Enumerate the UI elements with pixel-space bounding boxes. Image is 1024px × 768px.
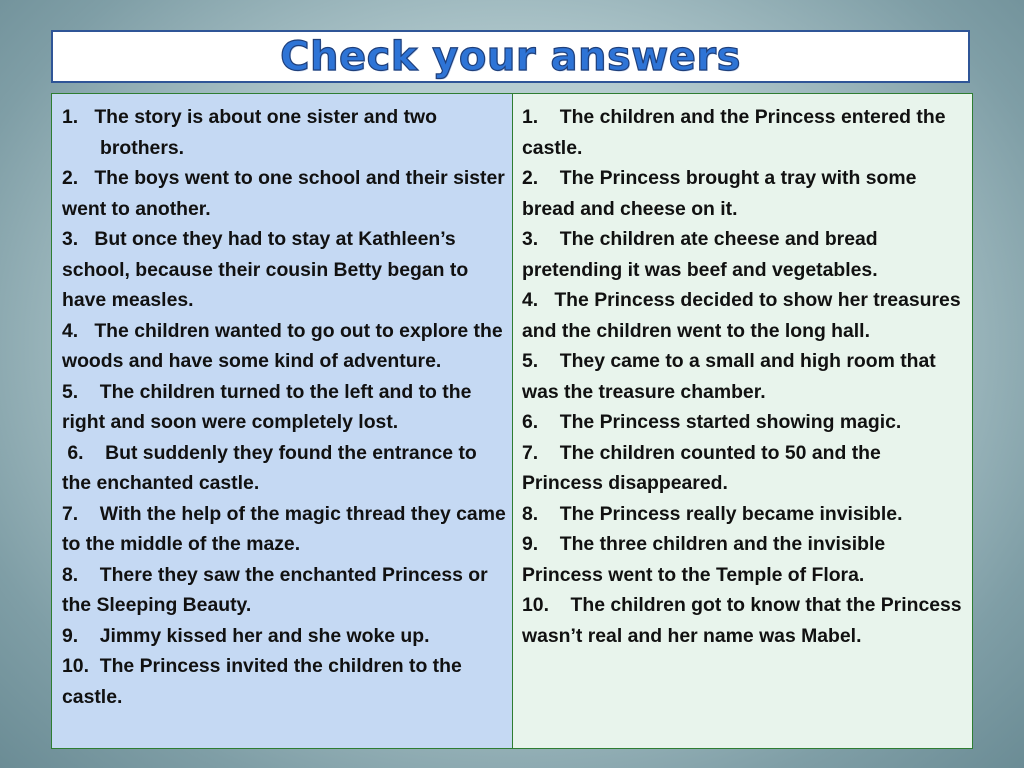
answer-item: 4. The Princess decided to show her treasures and the children went to the long hall.	[522, 289, 966, 342]
answer-item: 9. Jimmy kissed her and she woke up.	[62, 624, 430, 647]
answer-item-continuation: brothers.	[100, 136, 185, 159]
left-column	[52, 94, 513, 748]
title-box	[51, 30, 970, 83]
answer-item: 8. The Princess really became invisible.	[522, 502, 903, 525]
answer-item: 3. The children ate cheese and bread pretending it was beef and vegetables.	[522, 228, 884, 281]
answer-item: 2. The Princess brought a tray with some bread and cheese on it.	[522, 167, 922, 220]
answer-item: 6. But suddenly they found the entrance to the enchanted castle.	[62, 441, 483, 494]
answers-table	[51, 93, 973, 749]
answer-item: 1. The story is about one sister and two	[62, 106, 437, 128]
answer-item: 5. The children turned to the left and to the right and soon were completely lost.	[62, 380, 477, 433]
right-column	[513, 94, 972, 748]
answer-item: 10. The children got to know that the Princess wasn’t real and her name was Mabel.	[522, 594, 967, 647]
answer-item: 4. The children wanted to go out to explore the woods and have some kind of adventure.	[62, 319, 509, 372]
answer-item: 3. But once they had to stay at Kathleen’s school, because their cousin Betty began to have measles.	[62, 228, 474, 311]
answer-item: 7. The children counted to 50 and the Princess disappeared.	[522, 441, 887, 494]
answer-item: 10. The Princess invited the children to the castle.	[62, 655, 468, 708]
answer-item: 5. They came to a small and high room that was the treasure chamber.	[522, 350, 942, 403]
answer-item: 6. The Princess started showing magic.	[522, 411, 902, 433]
slide-title: Check your answers	[280, 33, 741, 80]
answer-item: 8. There they saw the enchanted Princess or the Sleeping Beauty.	[62, 563, 494, 616]
answer-item: 9. The three children and the invisible Princess went to the Temple of Flora.	[522, 533, 891, 586]
answer-item: 2. The boys went to one school and their sister went to another.	[62, 167, 511, 220]
answer-item: 1. The children and the Princess entered the castle.	[522, 106, 951, 159]
answer-item: 7. With the help of the magic thread they came to the middle of the maze.	[62, 502, 512, 555]
